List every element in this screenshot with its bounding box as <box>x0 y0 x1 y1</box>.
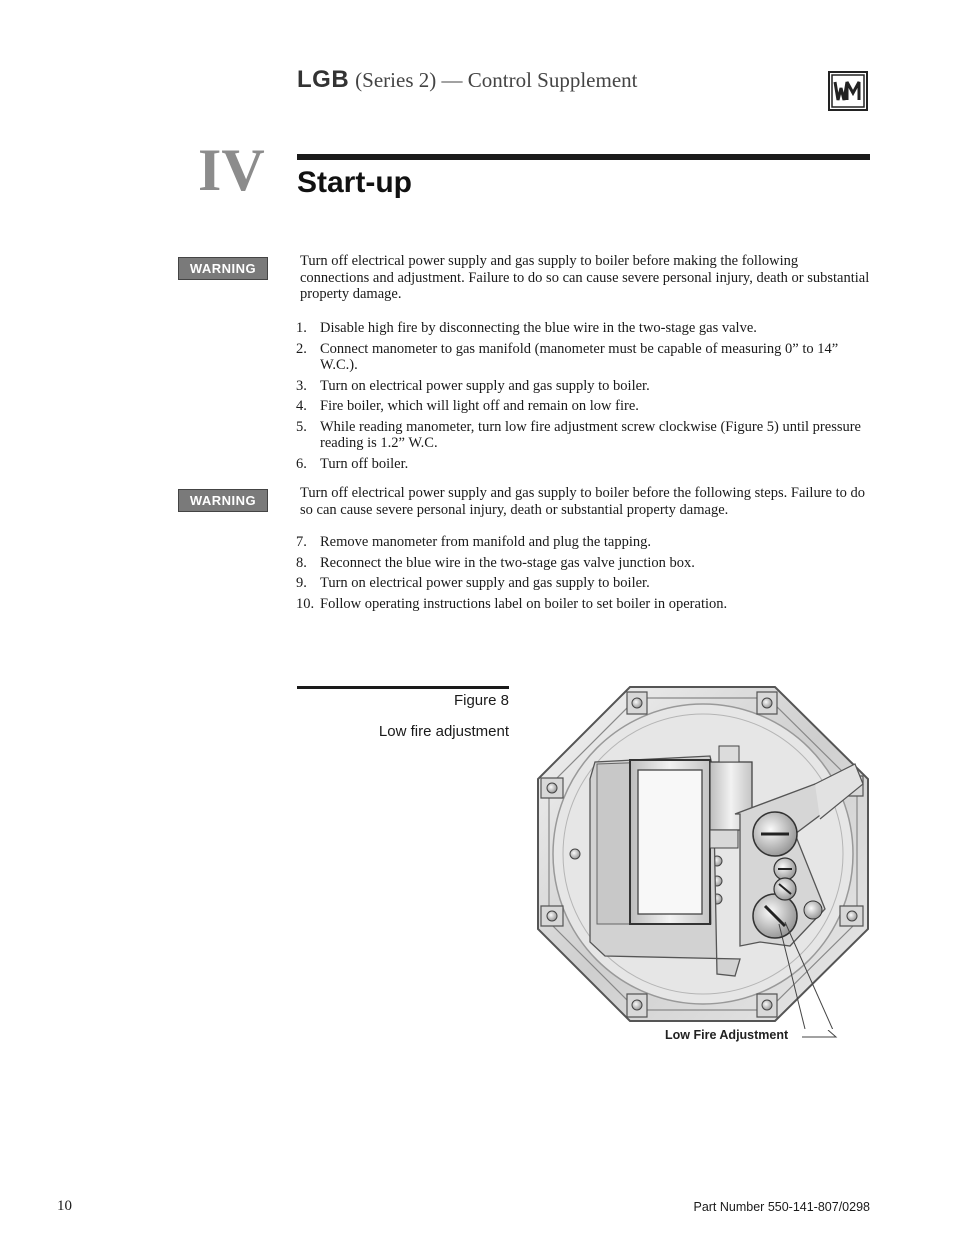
step-number: 1. <box>296 320 307 336</box>
steps-list-a <box>296 320 872 476</box>
brand-logo <box>828 71 868 111</box>
step-text: Fire boiler, which will light off and remain on low fire. <box>320 398 639 414</box>
part-number: Part Number 550-141-807/0298 <box>693 1200 870 1214</box>
figure-number: Figure 8 <box>453 692 509 709</box>
step-number: 5. <box>296 418 307 435</box>
list-item <box>296 596 872 613</box>
steps-list-b <box>296 534 872 616</box>
step-number: 3. <box>296 377 307 394</box>
product-name: LGB <box>297 66 350 93</box>
step-text: Turn on electrical power supply and gas supply to boiler. <box>320 575 650 591</box>
list-item <box>296 419 872 452</box>
warning-badge: WARNING <box>178 489 268 512</box>
list-item <box>296 378 872 395</box>
list-item <box>296 398 872 415</box>
step-text: Turn off boiler. <box>320 455 409 472</box>
low-fire-callout: Low Fire Adjustment <box>665 1028 789 1042</box>
step-number: 7. <box>296 534 307 550</box>
step-text: Reconnect the blue wire in the two-stage gas valve junction box. <box>320 554 695 571</box>
header-subtitle: (Series 2) — Control Supplement <box>355 68 638 92</box>
step-text: While reading manometer, turn low fire adjustment screw clockwise (Figure 5) until pressure reading is 1.2” W.C. <box>320 418 861 451</box>
list-item <box>296 320 872 337</box>
wm-logo-icon <box>830 73 866 109</box>
running-header <box>297 66 637 94</box>
step-number: 8. <box>296 554 307 571</box>
section-number: IV <box>198 137 265 203</box>
list-item <box>296 575 872 592</box>
step-number: 6. <box>296 455 307 472</box>
step-number: 4. <box>296 398 307 414</box>
step-number: 9. <box>296 575 307 591</box>
list-item <box>296 456 872 473</box>
step-text: Turn on electrical power supply and gas supply to boiler. <box>320 377 650 394</box>
section-rule <box>297 154 870 160</box>
step-number: 10. <box>296 595 315 612</box>
list-item <box>296 534 872 551</box>
step-text: Disable high fire by disconnecting the blue wire in the two-stage gas valve. <box>320 320 757 336</box>
figure-caption: Low fire adjustment <box>378 723 509 740</box>
step-number: 2. <box>296 340 307 357</box>
gas-valve-illustration <box>535 684 870 1029</box>
step-text: Remove manometer from manifold and plug the tapping. <box>320 534 652 550</box>
page-number: 10 <box>57 1198 72 1214</box>
section-title: Start-up <box>297 166 412 199</box>
step-text: Follow operating instructions label on boiler to set boiler in operation. <box>320 595 728 612</box>
warning-badge: WARNING <box>178 257 268 280</box>
step-text: Connect manometer to gas manifold (manometer must be capable of measuring 0” to 14” W.C.). <box>320 340 839 373</box>
warning-text: Turn off electrical power supply and gas supply to boiler before the following steps. Failure to do so can cause severe personal injury, death or substantial property damage. <box>300 485 865 518</box>
callout-leader-line <box>800 1030 840 1042</box>
list-item <box>296 555 872 572</box>
list-item <box>296 341 872 374</box>
figure-rule <box>297 686 509 689</box>
warning-text: Turn off electrical power supply and gas supply to boiler before making the following connections and adjustment. Failure to do so can cause severe personal injury, death or substantial property damage. <box>300 253 870 302</box>
